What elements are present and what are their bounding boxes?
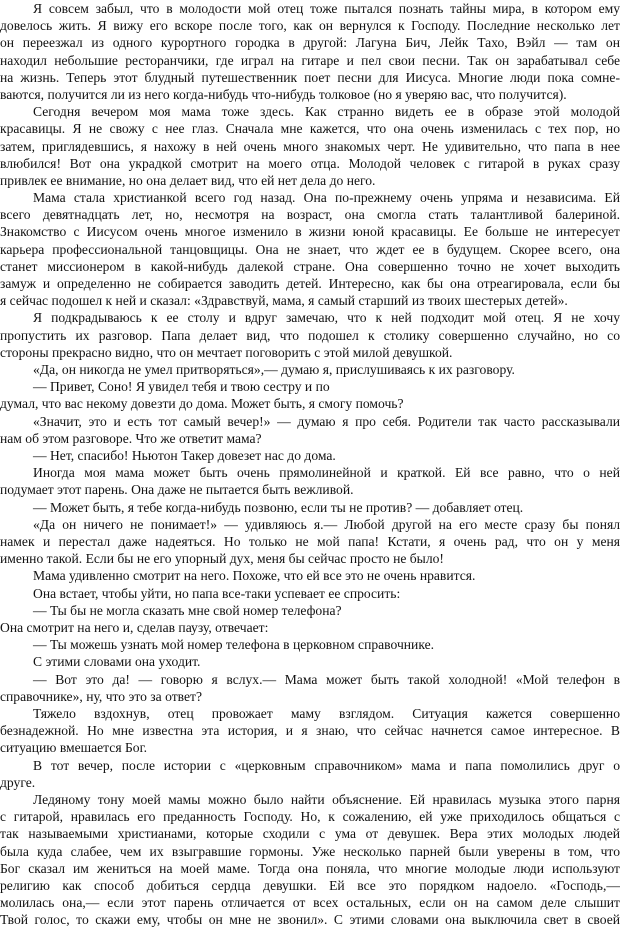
- text-line: красавицы. Я не свожу с нее глаз. Сначала мне кажется, что она очень изменилась с тех пор, но: [0, 121, 620, 137]
- text-line: Я совсем забыл, что в молодости мой отец тоже пытался познать тайны мира, в котором ему: [33, 1, 620, 16]
- text-line: Ледяному тону моей мамы можно было найти объяснение. Ей нравилась музыка этого парня: [33, 791, 620, 807]
- text-line: «Да, он никогда не умел притворяться»,— думаю я, прислушиваясь к их разговору.: [33, 362, 515, 377]
- text-line: Бог сказал им жениться на моей маме. Тогда она поняла, что многие молодые люди используют: [0, 860, 620, 876]
- text-line: С этими словами она уходит.: [33, 654, 201, 670]
- text-line: молилась она,— если этот парень отличается от всех остальных, если он на самом деле слышит: [0, 895, 620, 911]
- text-line: намек и перестал даже надеяться. Но только не мой папа! Кстати, я очень рад, что он у меня: [0, 533, 620, 549]
- text-line: привлек ее внимание, но она делает вид, что ей нет дела до него.: [0, 172, 376, 188]
- text-line: Мама удивленно смотрит на него. Похоже, что ей все это не очень нравится.: [33, 568, 476, 584]
- text-line: подумает этот парень. Она даже не пытается быть вежливой.: [0, 482, 354, 498]
- text-line: довелось жить. Я вижу его вскоре после того, как он вернулся к Господу. Последние несколько лет: [0, 18, 620, 34]
- text-line: затем, приглядевшись, я нахожу в ней очень много знакомых черт. Не удивительно, что папа в нее: [0, 138, 620, 154]
- text-line: Знакомство с Иисусом очень многое изменило в жизни юной красавицы. Ее больше не интересует: [0, 224, 620, 240]
- text-line: я сейчас подошел к ней и сказал: «Здравствуй, мама, я самый старший из твоих шестерых детей».: [0, 293, 568, 309]
- text-line: находил небольшие ресторанчики, где играл на гитаре и пел свои песни. Так он зарабатывал себе: [0, 52, 620, 68]
- text-line: так называемыми христианами, которые сходили с ума от девушек. Вера этих молодых людей: [0, 826, 620, 842]
- text-line: — Привет, Соно! Я увидел тебя и твою сестру и по: [33, 379, 330, 395]
- text-line: В тот вечер, после истории с «церковным справочником» мама и папа помолились друг о: [33, 757, 620, 773]
- text-line: «Да он ничего не понимает!» — удивляюсь я.— Любой другой на его месте сразу бы понял: [33, 516, 620, 532]
- text-line: Мама стала христианкой всего год назад. Она по-прежнему очень упряма и независима. Ей: [33, 190, 620, 206]
- text-line: религию как способ добиться сердца девушки. Ей все это порядком надоело. «Господь,—: [0, 877, 620, 893]
- text-line: именно такой. Если бы не его упорный дух, меня бы сейчас просто не было!: [0, 551, 444, 567]
- text-line: на жизнь. Теперь этот блудный путешественник поет песни для Иисуса. Многие люди пока сомне-: [0, 69, 620, 85]
- text-line: нам об этом разговоре. Что же ответит мама?: [0, 430, 262, 446]
- text-line: справочнике», ну, что это за ответ?: [0, 688, 202, 704]
- text-line: — Вот это да! — говорю я вслух.— Мама может быть такой холодной! «Мой телефон в: [33, 671, 620, 687]
- text-line: друге.: [0, 774, 36, 790]
- text-line: карьера профессиональной танцовщицы. Она не знает, что ждет ее в будущем. Скорее всего, она: [0, 241, 620, 257]
- text-line: — Может быть, я тебе когда-нибудь позвоню, если ты не против? — добавляет отец.: [33, 499, 524, 515]
- text-line: Твой голос, то скажи ему, чтобы он мне не звонил». С этими словами она выключила свет в своей: [0, 912, 620, 928]
- text-line: была куда слабее, чем их взыгравшие гормоны. Уже несколько парней были уверены в том, что: [0, 843, 620, 859]
- text-line: Я подкрадываюсь к ее столу и вдруг замечаю, что к ней подходит мой отец. Я не хочу: [33, 310, 620, 326]
- text-line: безнадежной. Но мне известна эта история, и я знаю, что сейчас начнется самое интересное. В: [0, 723, 620, 739]
- text-line: «Значит, это и есть тот самый вечер!» — думаю я про себя. Родители так часто рассказывали: [33, 413, 620, 429]
- text-line: с гитарой, нравилась его преданность Господу. Но, к сожалению, ей уже приходилось общаться с: [0, 809, 620, 825]
- text-line: Сегодня вечером моя мама тоже здесь. Как странно видеть ее в образе этой молодой: [33, 104, 620, 120]
- text-line: станет миссионером в какой-нибудь далекой стране. Она совершенно точно не хочет выходить: [0, 258, 620, 274]
- text-line: Она встает, чтобы уйти, но папа все-таки успевает ее спросить:: [33, 585, 401, 601]
- text-line: думал, что вас некому довезти до дома. Может быть, я смогу помочь?: [0, 396, 404, 412]
- text-line: влюбился! Вот она украдкой смотрит на моего отца. Молодой человек с гитарой в руках сразу: [0, 155, 620, 171]
- text-line: ситуацию вмешается Бог.: [0, 740, 148, 756]
- text-line: всего девятнадцать лет, но, несмотря на возраст, она смогла стать талантливой балериной.: [0, 207, 620, 223]
- text-line: ваются, получится ли из него когда-нибудь что-нибудь толковое (но я уверяю вас, что получится).: [0, 86, 567, 102]
- text-line: — Ты можешь узнать мой номер телефона в церковном справочнике.: [33, 637, 435, 653]
- text-line: стороны прекрасно видно, что он мечтает поговорить с этой милой девушкой.: [0, 344, 453, 360]
- text-line: Иногда моя мама может быть очень прямолинейной и краткой. Ей все равно, что о ней: [33, 465, 620, 481]
- text-line: замуж и определенно не собирается заводить детей. Интересно, как бы она отреагировала, если бы: [0, 276, 620, 292]
- text-line: Тяжело вздохнув, отец провожает маму взглядом. Ситуация кажется совершенно: [33, 705, 620, 721]
- text-line: пропустить их разговор. Папа делает вид, что подошел к столику совершенно случайно, но со: [0, 327, 620, 343]
- text-line: — Нет, спасибо! Ньютон Такер довезет нас до дома.: [33, 448, 336, 463]
- text-line: Она смотрит на него и, сделав паузу, отвечает:: [0, 619, 269, 635]
- text-line: он переезжал из одного курортного городка в другой: Лагуна Бич, Лейк Тахо, Вэйл — там он: [0, 35, 620, 51]
- text-line: — Ты бы не могла сказать мне свой номер телефона?: [33, 602, 342, 618]
